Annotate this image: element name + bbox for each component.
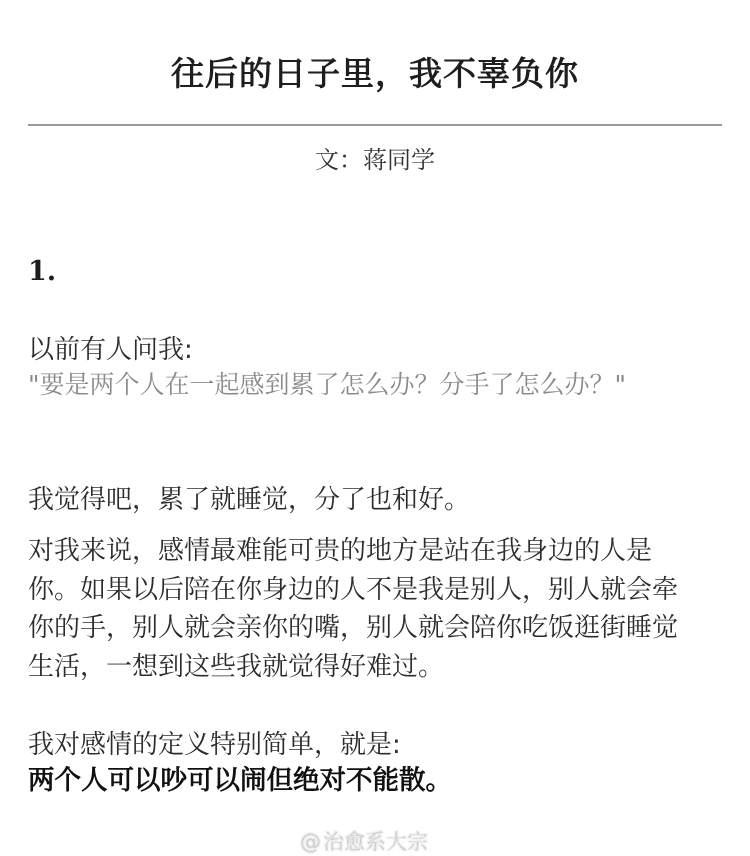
paragraph-3-line: 你的手，别人就会亲你的嘴，别人就会陪你吃饭逛街睡觉	[28, 613, 679, 643]
article-author: 文：蒋同学	[315, 146, 435, 174]
section-number: 1.	[28, 256, 57, 287]
paragraph-3	[28, 532, 728, 686]
paragraph-3-line: 对我来说，感情最难能可贵的地方是站在我身边的人是	[28, 536, 653, 566]
article-title: 往后的日子里，我不辜负你	[171, 54, 579, 93]
intro-text: 以前有人问我:	[28, 335, 193, 365]
paragraph-2: 我觉得吧，累了就睡觉，分了也和好。	[28, 485, 471, 515]
at-sign-icon: @	[300, 830, 321, 854]
paragraph-5-emphasis: 两个人可以吵可以闹但绝对不能散。	[28, 765, 452, 796]
paragraph-3-line: 你。如果以后陪在你身边的人不是我是别人，别人就会牵	[28, 574, 679, 605]
watermark-text: 治愈系大宗	[323, 830, 428, 854]
watermark	[300, 826, 428, 856]
paragraph-4: 我对感情的定义特别简单，就是:	[28, 730, 401, 760]
quote-text: "要是两个人在一起感到累了怎么办？分手了怎么办？"	[28, 370, 627, 399]
paragraph-3-line: 生活，一想到这些我就觉得好难过。	[28, 651, 445, 682]
title-divider	[28, 124, 722, 126]
